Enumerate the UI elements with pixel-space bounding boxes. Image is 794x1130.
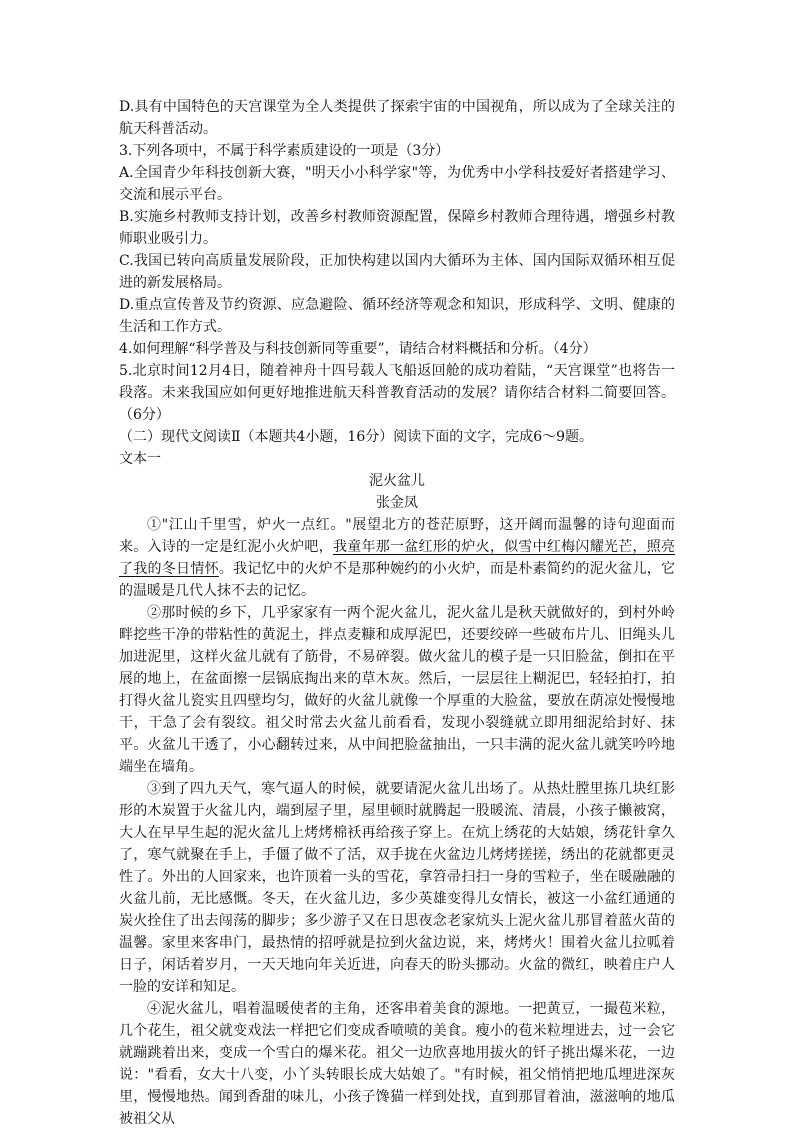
section-heading: （二）现代文阅读Ⅱ（本题共4小题，16分）阅读下面的文字，完成6～9题。 xyxy=(119,429,594,445)
question-5: 5.北京时间12月4日，随着神舟十四号载人飞船返回舱的成功着陆，“天宫课堂”也将告一段落。未来我国应如何更好地推进航天科普教育活动的发展？请你结合材料二简要回答。（6分） xyxy=(119,363,675,423)
paragraph-1-start: ①"江山千里雪，炉火一点红。"展望北方的苍茫原野，这开阔而温馨的诗句迎面而来。入诗的一定是红泥小火炉吧， xyxy=(119,517,675,555)
text-one-label: 文本一 xyxy=(119,451,161,467)
article-author: 张金凤 xyxy=(376,495,418,511)
question-3-option-b: B.实施乡村教师支持计划，改善乡村教师资源配置，保障乡村教师合理待遇，增强乡村教师职业吸引力。 xyxy=(119,209,675,247)
paragraph-1-end: 。我记忆中的火炉不是那种婉约的小火炉，而是朴素简约的泥火盆儿，它的温暖是几代人抹不去的记忆。 xyxy=(119,561,675,599)
article-paragraph-3: ③到了四九天气，寒气逼人的时候，就要请泥火盆儿出场了。从热灶膛里拣几块红影形的木炭置于火盆儿内，端到屋子里，屋里顿时就腾起一股暖流、清晨，小孩子懒被窝，大人在早早生起的泥火盆儿上烤烤棉袄再给孩子穿上。在炕上绣花的大姑娘，绣花针拿久了，寒气就聚在手上，手僵了做不了活，双手拢在火盆边儿烤烤搓搓，绣出的花就都更灵性了。外出的人回家来，也许顶着一头的雪花，拿笤帚扫扫一身的雪粒子，坐在暖融融的火盆儿前，无比感慨。冬天，在火盆儿边，多少英雄变得儿女情长，被这一小盆红通通的炭火拴住了出去闯荡的脚步；多少游子又在日思夜念老家炕头上泥火盆儿那冒着蓝火苗的温馨。家里来客串门，最热情的招呼就是拉到火盆边说，来，烤烤火！围着火盆儿拉呱着日子，闲话着岁月，一天天地向年关近进，向春天的盼头挪动。火盆的微红，映着庄户人一脸的安详和知足。 xyxy=(119,781,675,995)
exam-page xyxy=(119,96,675,1130)
article-title: 泥火盆儿 xyxy=(369,473,425,489)
option-d-previous: D.具有中国特色的天宫课堂为全人类提供了探索宇宙的中国视角，所以成为了全球关注的航天科普活动。 xyxy=(119,99,675,137)
question-3-option-d: D.重点宣传普及节约资源、应急避险、循环经济等观念和知识，形成科学、文明、健康的生活和工作方式。 xyxy=(119,297,675,335)
question-4: 4.如何理解“科学普及与科技创新同等重要”，请结合材料概括和分析。（4分） xyxy=(119,341,597,357)
underlined-sentence: 我童年那一盆红形的炉火，似雪中红梅闪耀光芒，照亮了我的冬日情怀 xyxy=(119,539,676,577)
question-3-option-a: A.全国青少年科技创新大赛，"明天小小科学家"等，为优秀中小学科技爱好者搭建学习、交流和展示平台。 xyxy=(119,165,675,203)
question-3: 3.下列各项中，不属于科学素质建设的一项是（3分） xyxy=(119,143,450,159)
question-3-option-c: C.我国已转向高质量发展阶段，正加快构建以国内大循环为主体、国内国际双循环相互促进的新发展格局。 xyxy=(119,253,675,291)
article-paragraph-1 xyxy=(119,514,675,602)
article-paragraph-4: ④泥火盆儿，唱着温暖使者的主角，还客串着美食的源地。一把黄豆，一撮苞米粒，几个花生，祖父就变戏法一样把它们变成香喷喷的美食。瘦小的苞米粒埋进去，过一会它就蹦跳着出来，变成一个雪白的爆米花。祖父一边欣喜地用拔火的钎子挑出爆米花，一边说："看看，女大十八变，小丫头转眼长成大姑娘了。"有时候，祖父悄悄把地瓜埋进深灰里，慢慢地热。闻到香甜的味儿，小孩子馋猫一样到处找，直到那冒着油，滋滋响的地瓜被祖父从 xyxy=(119,1001,675,1127)
article-paragraph-2: ②那时候的乡下，几乎家家有一两个泥火盆儿，泥火盆儿是秋天就做好的，到村外岭畔挖些干净的带粘性的黄泥土，拌点麦糠和成厚泥巴，还要绞碎一些破布片儿、旧绳头儿加进泥里，这样火盆儿就有了筋骨，不易碎裂。做火盆儿的模子是一只旧脸盆，倒扣在平展的地上，在盆面擦一层锅底掏出来的草木灰。然后，一层层往上糊泥巴，轻轻拍打，拍打得火盆儿瓷实且四壁均匀，做好的火盆儿就像一个厚重的大脸盆，要放在荫凉处慢慢地干，干急了会有裂纹。祖父时常去火盆儿前看看，发现小裂缝就立即用细泥给封好、抹平。火盆儿干透了，小心翻转过来，从中间把脸盆抽出，一只丰满的泥火盆儿就笑吟吟地端坐在墙角。 xyxy=(119,605,675,775)
